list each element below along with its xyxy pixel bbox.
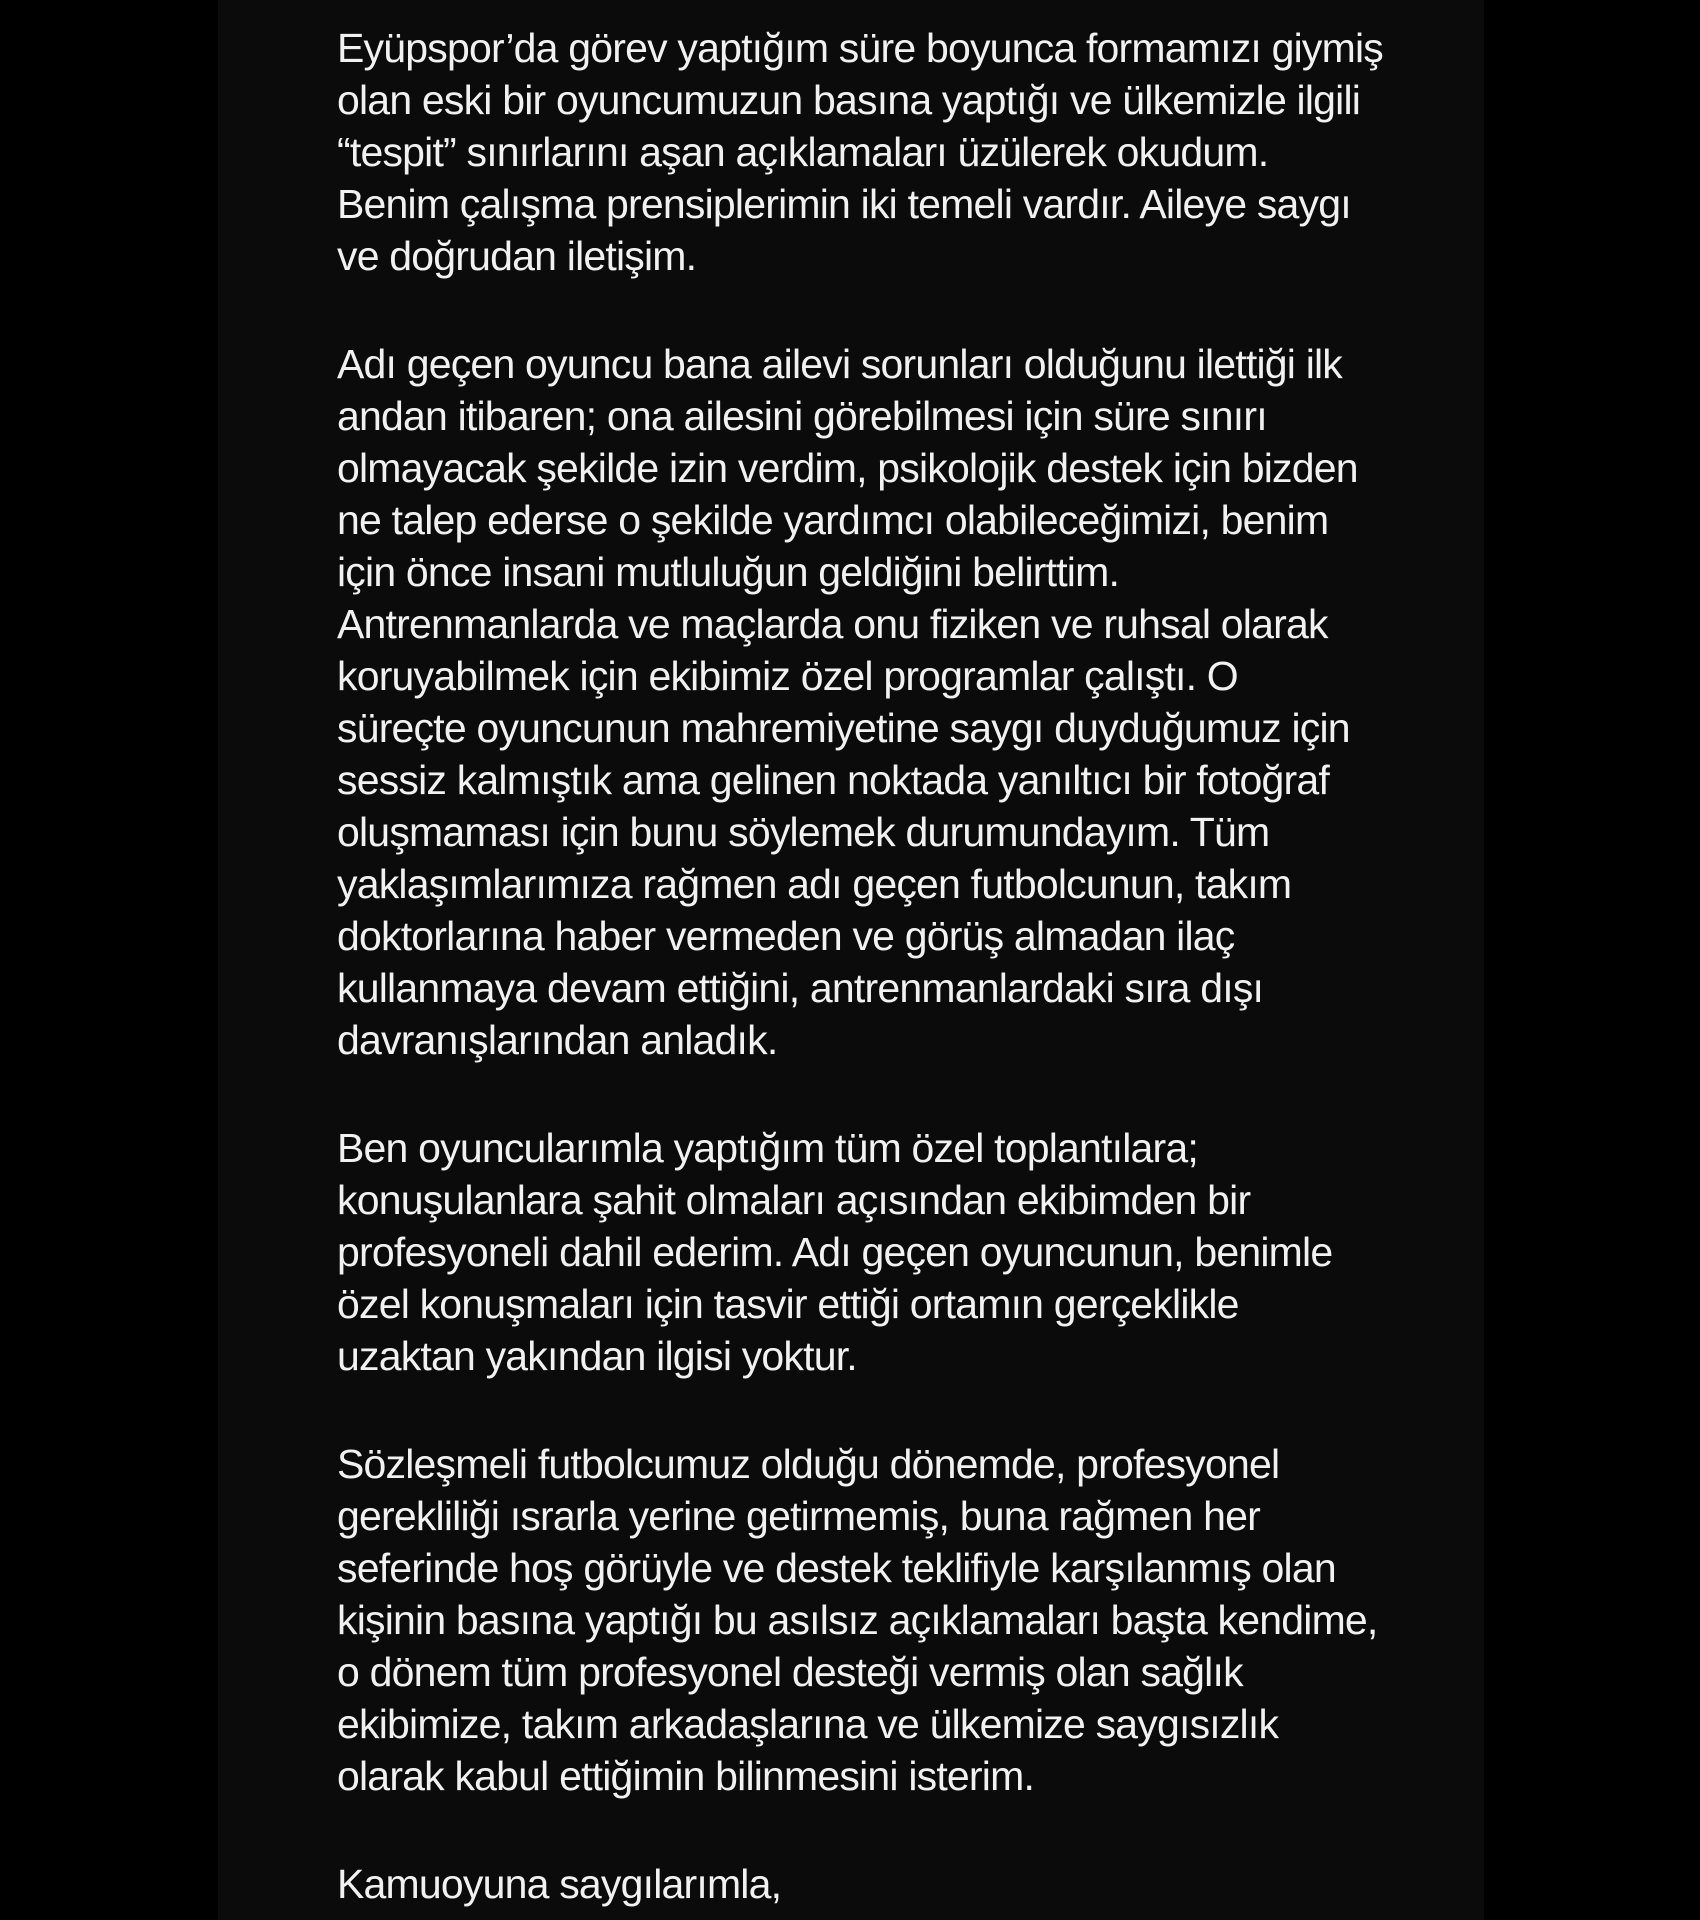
text-line: konuşulanlara şahit olmaları açısından ekibimden bir [337, 1177, 1251, 1223]
paragraph [337, 1122, 1447, 1382]
text-line: koruyabilmek için ekibimiz özel programlar çalıştı. O [337, 653, 1238, 699]
text-line: gerekliliği ısrarla yerine getirmemiş, buna rağmen her [337, 1493, 1260, 1539]
text-line: doktorlarına haber vermeden ve görüş almadan ilaç [337, 913, 1235, 959]
text-line: davranışlarından anladık. [337, 1017, 778, 1063]
text-line: yaklaşımlarımıza rağmen adı geçen futbolcunun, takım [337, 861, 1292, 907]
text-line: andan itibaren; ona ailesini görebilmesi için süre sınırı [337, 393, 1267, 439]
text-line: “tespit” sınırlarını aşan açıklamaları üzülerek okudum. [337, 129, 1269, 175]
text-line: sessiz kalmıştık ama gelinen noktada yanıltıcı bir fotoğraf [337, 757, 1329, 803]
text-line: Eyüpspor’da görev yaptığım süre boyunca formamızı giymiş [337, 25, 1383, 71]
paragraph [337, 338, 1447, 1066]
text-line: Benim çalışma prensiplerimin iki temeli vardır. Aileye saygı [337, 181, 1351, 227]
text-line: o dönem tüm profesyonel desteği vermiş olan sağlık [337, 1649, 1243, 1695]
text-line: Kamuoyuna saygılarımla, [337, 1861, 782, 1907]
text-line: Sözleşmeli futbolcumuz olduğu dönemde, profesyonel [337, 1441, 1280, 1487]
paragraph [337, 1858, 1447, 1910]
paragraph [337, 22, 1447, 282]
text-line: uzaktan yakından ilgisi yoktur. [337, 1333, 857, 1379]
text-line: özel konuşmaları için tasvir ettiği ortamın gerçeklikle [337, 1281, 1239, 1327]
text-line: olmayacak şekilde izin verdim, psikolojik destek için bizden [337, 445, 1358, 491]
text-line: oluşmaması için bunu söylemek durumundayım. Tüm [337, 809, 1270, 855]
text-line: olarak kabul ettiğimin bilinmesini isterim. [337, 1753, 1035, 1799]
statement-panel [218, 0, 1484, 1920]
text-line: süreçte oyuncunun mahremiyetine saygı duyduğumuz için [337, 705, 1350, 751]
text-line: olan eski bir oyuncumuzun basına yaptığı ve ülkemizle ilgili [337, 77, 1361, 123]
text-line: Adı geçen oyuncu bana ailevi sorunları olduğunu ilettiği ilk [337, 341, 1343, 387]
paragraph [337, 1438, 1447, 1802]
text-line: için önce insani mutluluğun geldiğini belirttim. [337, 549, 1120, 595]
text-line: ne talep ederse o şekilde yardımcı olabileceğimizi, benim [337, 497, 1329, 543]
text-line: ve doğrudan iletişim. [337, 233, 697, 279]
text-line: ekibimize, takım arkadaşlarına ve ülkemize saygısızlık [337, 1701, 1279, 1747]
text-line: profesyoneli dahil ederim. Adı geçen oyuncunun, benimle [337, 1229, 1333, 1275]
text-line: Ben oyuncularımla yaptığım tüm özel toplantılara; [337, 1125, 1198, 1171]
text-line: seferinde hoş görüyle ve destek teklifiyle karşılanmış olan [337, 1545, 1336, 1591]
statement-text [337, 22, 1447, 1910]
text-line: kullanmaya devam ettiğini, antrenmanlardaki sıra dışı [337, 965, 1264, 1011]
text-line: Antrenmanlarda ve maçlarda onu fiziken ve ruhsal olarak [337, 601, 1328, 647]
text-line: kişinin basına yaptığı bu asılsız açıklamaları başta kendime, [337, 1597, 1378, 1643]
